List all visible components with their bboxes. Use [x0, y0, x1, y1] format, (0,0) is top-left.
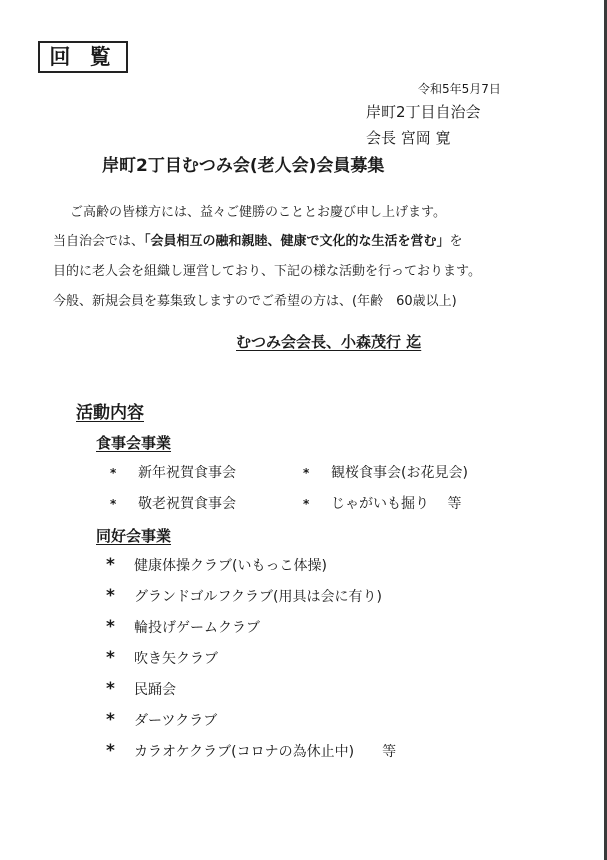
meal-item: [110, 493, 236, 513]
asterisk-icon: *: [110, 466, 117, 480]
asterisk-icon: *: [106, 648, 115, 668]
meal-item-label: 敬老祝賀食事会: [138, 496, 236, 512]
asterisk-icon: *: [106, 710, 115, 730]
asterisk-icon: *: [106, 679, 115, 699]
activity-description: 目的に老人会を組織し運営しており、下記の様な活動を行っております。: [53, 264, 481, 279]
club-item-label: 健康体操クラブ(いもっこ体操): [134, 558, 327, 574]
club-item: [106, 586, 382, 606]
club-item: [106, 710, 217, 730]
meal-item-label: 観桜食事会(お花見会): [331, 465, 468, 481]
club-item: [106, 648, 218, 668]
meal-events-heading: 食事会事業: [96, 434, 172, 452]
meal-item-label: 新年祝賀食事会: [138, 465, 236, 481]
author-name: 会長 宮岡 寛: [366, 129, 451, 147]
issue-date: 令和5年5月7日: [418, 82, 501, 96]
club-item: [106, 679, 176, 699]
club-item: [106, 741, 396, 761]
asterisk-icon: *: [106, 586, 115, 606]
purpose-line-after: を: [449, 234, 463, 249]
meal-item: [303, 493, 461, 513]
document-title: 岸町2丁目むつみ会(老人会)会員募集: [102, 156, 385, 176]
kairan-stamp: 回 覧: [38, 41, 128, 73]
asterisk-icon: *: [106, 555, 115, 575]
club-activities-heading: 同好会事業: [96, 527, 172, 545]
asterisk-icon: *: [303, 497, 310, 511]
club-item: [106, 555, 327, 575]
club-item-label: カラオケクラブ(コロナの為休止中) 等: [134, 744, 397, 760]
club-item: [106, 617, 260, 637]
greeting-paragraph: ご高齢の皆様方には、益々ご健勝のこととお慶び申し上げます。: [70, 205, 446, 220]
club-item-label: 輪投げゲームクラブ: [134, 620, 260, 636]
club-item-label: 民踊会: [134, 682, 176, 698]
meal-item: [110, 462, 236, 482]
asterisk-icon: *: [303, 466, 310, 480]
meal-item: [303, 462, 468, 482]
asterisk-icon: *: [106, 617, 115, 637]
club-item-label: ダーツクラブ: [134, 713, 218, 729]
meal-item-label: じゃがいも掘り 等: [331, 496, 462, 512]
club-item-label: 吹き矢クラブ: [134, 651, 218, 667]
purpose-line: [53, 233, 463, 251]
asterisk-icon: *: [106, 741, 115, 761]
purpose-statement: 「会員相互の融和親睦、健康で文化的な生活を営む」: [144, 234, 450, 249]
organization-name: 岸町2丁目自治会: [366, 103, 481, 121]
club-item-label: グランドゴルフクラブ(用具は会に有り): [134, 589, 382, 605]
purpose-line-before: 当自治会では、: [53, 234, 145, 249]
application-contact: むつみ会会長、小森茂行 迄: [236, 333, 422, 351]
activities-heading: 活動内容: [76, 403, 144, 423]
asterisk-icon: *: [110, 497, 117, 511]
recruitment-line: 今般、新規会員を募集致しますのでご希望の方は、(年齢 60歳以上): [53, 294, 457, 309]
